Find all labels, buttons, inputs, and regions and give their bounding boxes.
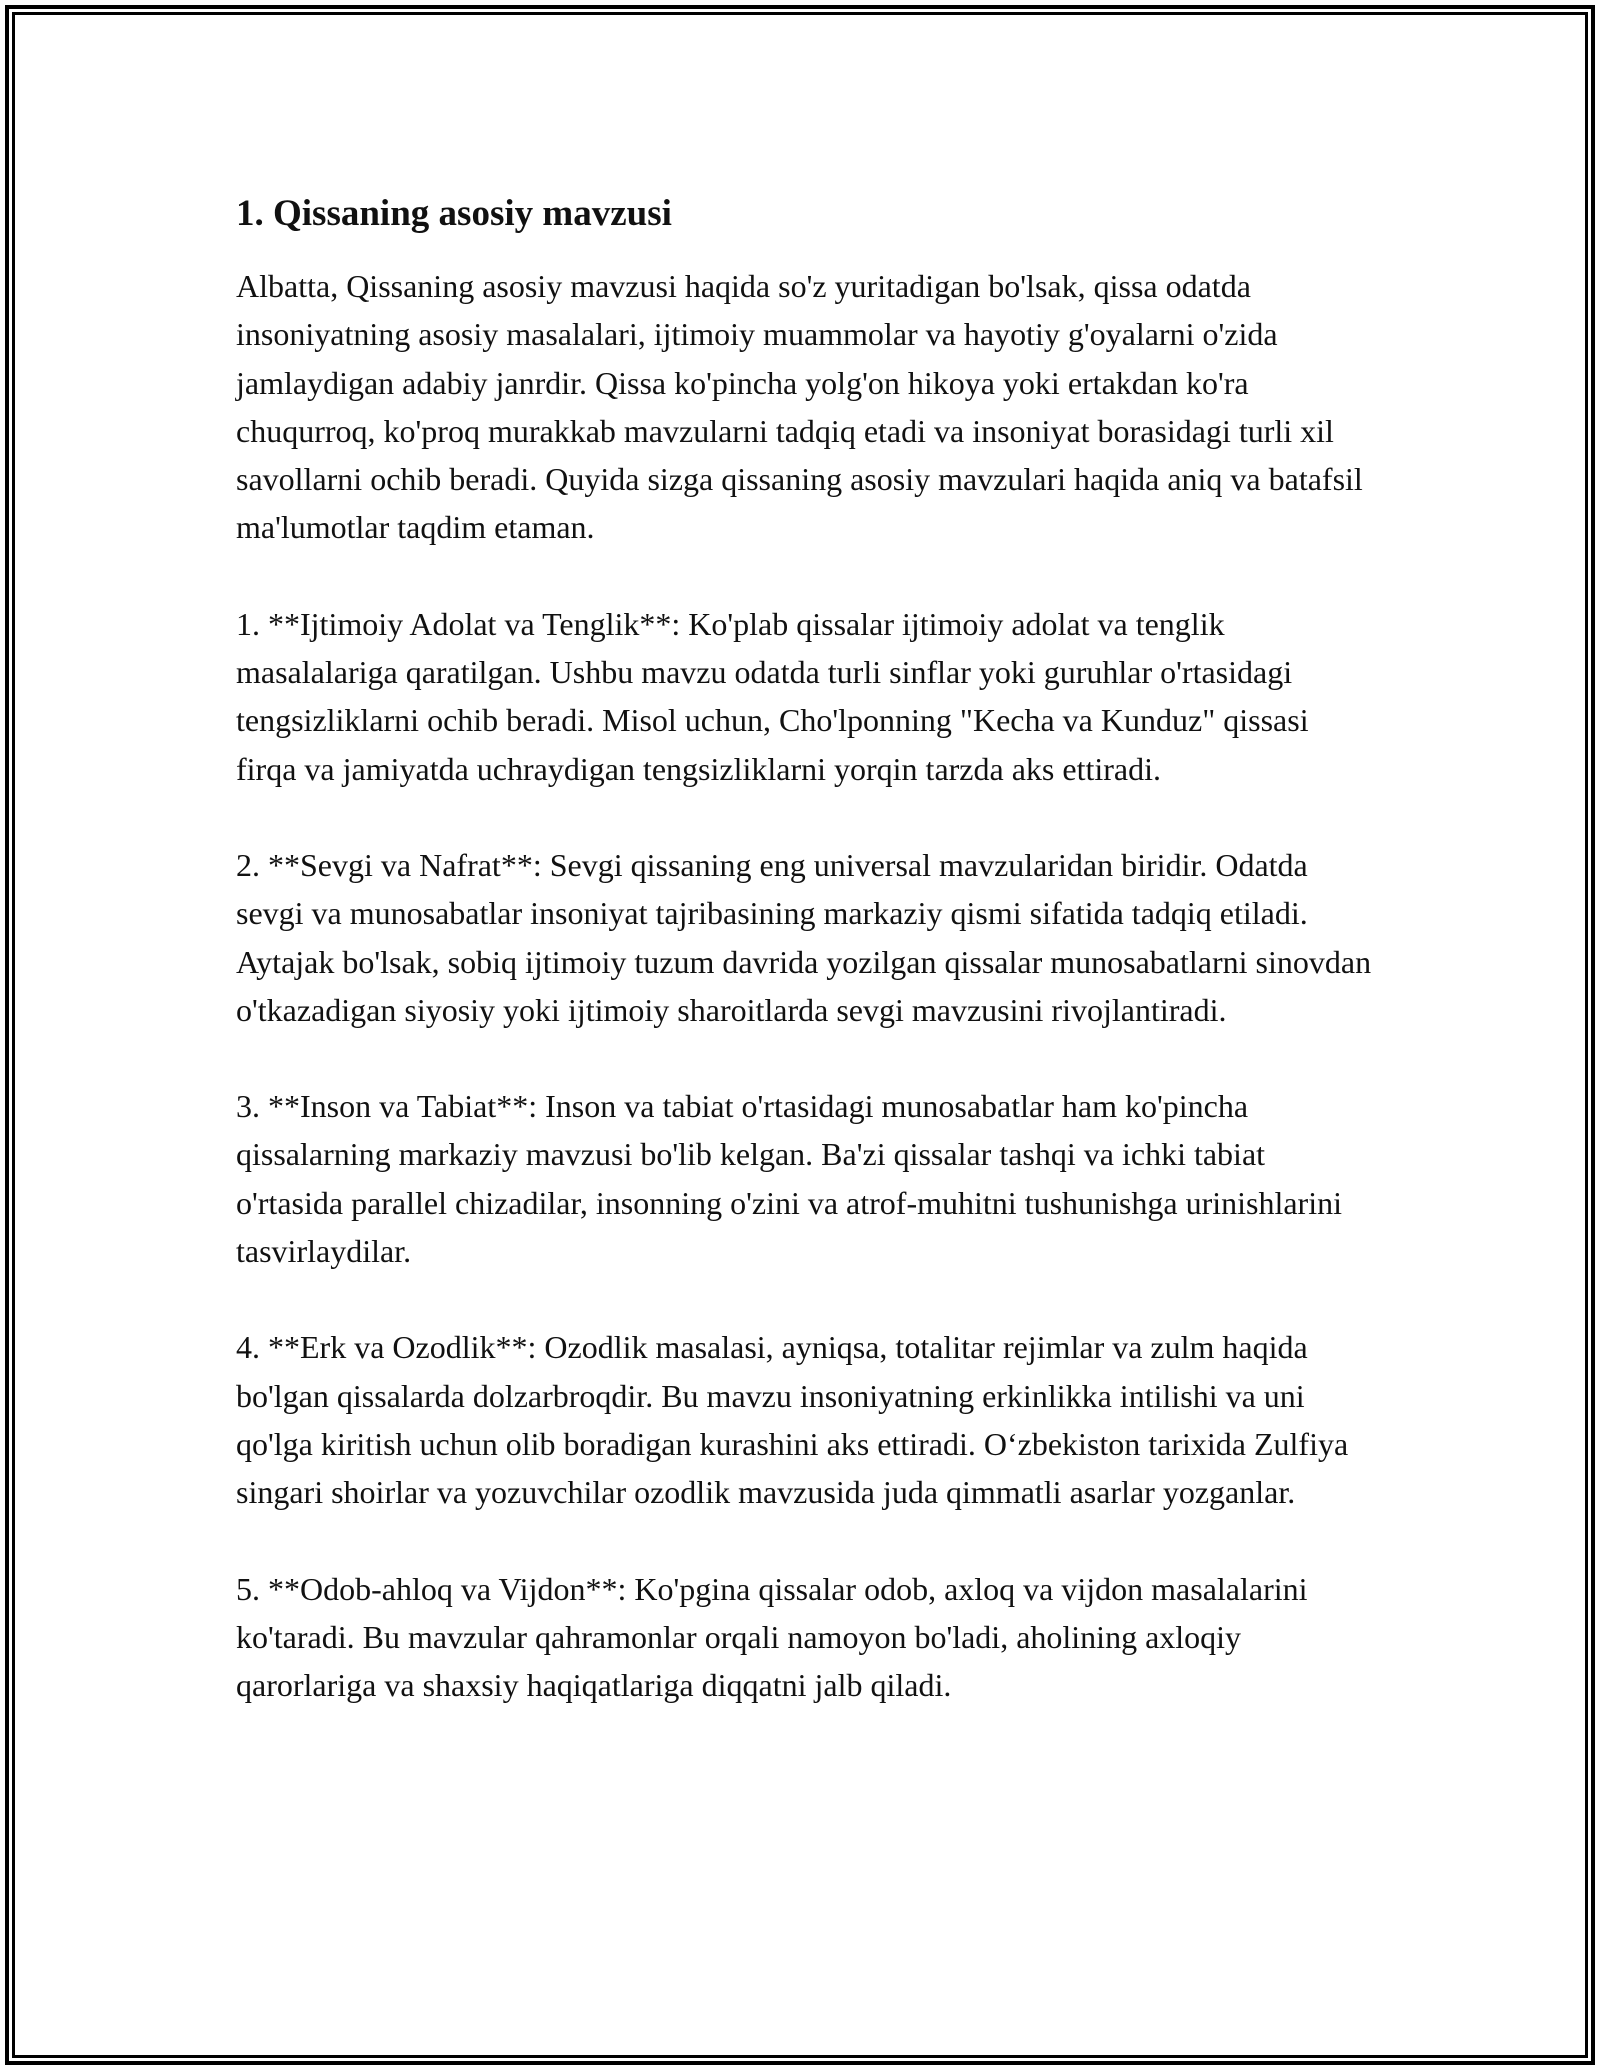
- section-heading: 1. Qissaning asosiy mavzusi: [236, 193, 672, 234]
- theme-paragraph-man-nature: 3. **Inson va Tabiat**: Inson va tabiat o'rtasidagi munosabatlar ham ko'pincha qissalarning markaziy mavzusi bo'lib kelgan. Ba'zi qissalar tashqi va ichki tabiat o'rtasida parallel chizadilar, insonning o'zini va atrof-muhitni tushunishga urinishlarini tasvirlaydilar.: [236, 1088, 1342, 1270]
- theme-paragraph-love-hate: 2. **Sevgi va Nafrat**: Sevgi qissaning eng universal mavzularidan biridir. Odatda sevgi va munosabatlar insoniyat tajribasining markaziy qismi sifatida tadqiq etiladi. Aytajak bo'lsak, sobiq ijtimoiy tuzum davrida yozilgan qissalar munosabatlarni sinovdan o'tkazadigan siyosiy yoki ijtimoiy sharoitlarda sevgi mavzusini rivojlantiradi.: [236, 846, 1372, 1028]
- theme-paragraph-social-justice: 1. **Ijtimoiy Adolat va Tenglik**: Ko'plab qissalar ijtimoiy adolat va tenglik masalalariga qaratilgan. Ushbu mavzu odatda turli sinflar yoki guruhlar o'rtasidagi tengsizliklarni ochib beradi. Misol uchun, Cho'lponning "Kecha va Kunduz" qissasi firqa va jamiyatda uchraydigan tengsizliklarni yorqin tarzda aks ettiradi.: [236, 605, 1309, 787]
- document-body: [236, 186, 1376, 1709]
- theme-paragraph-freedom: 4. **Erk va Ozodlik**: Ozodlik masalasi, ayniqsa, totalitar rejimlar va zulm haqida bo'lgan qissalarda dolzarbroqdir. Bu mavzu insoniyatning erkinlikka intilishi va uni qo'lga kiritish uchun olib boradigan kurashini aks ettiradi. O‘zbekiston tarixida Zulfiya singari shoirlar va yozuvchilar ozodlik mavzusida juda qimmatli asarlar yozganlar.: [236, 1329, 1349, 1511]
- intro-paragraph: Albatta, Qissaning asosiy mavzusi haqida so'z yuritadigan bo'lsak, qissa odatda insoniyatning asosiy masalalari, ijtimoiy muammolar va hayotiy g'oyalarni o'zida jamlaydigan adabiy janrdir. Qissa ko'pincha yolg'on hikoya yoki ertakdan ko'ra chuqurroq, ko'proq murakkab mavzularni tadqiq etadi va insoniyat borasidagi turli xil savollarni ochib beradi. Quyida sizga qissaning asosiy mavzulari haqida aniq va batafsil ma'lumotlar taqdim etaman.: [236, 268, 1363, 546]
- theme-paragraph-morality: 5. **Odob-ahloq va Vijdon**: Ko'pgina qissalar odob, axloq va vijdon masalalarini ko'taradi. Bu mavzular qahramonlar orqali namoyon bo'ladi, aholining axloqiy qarorlariga va shaxsiy haqiqatlariga diqqatni jalb qiladi.: [236, 1570, 1308, 1704]
